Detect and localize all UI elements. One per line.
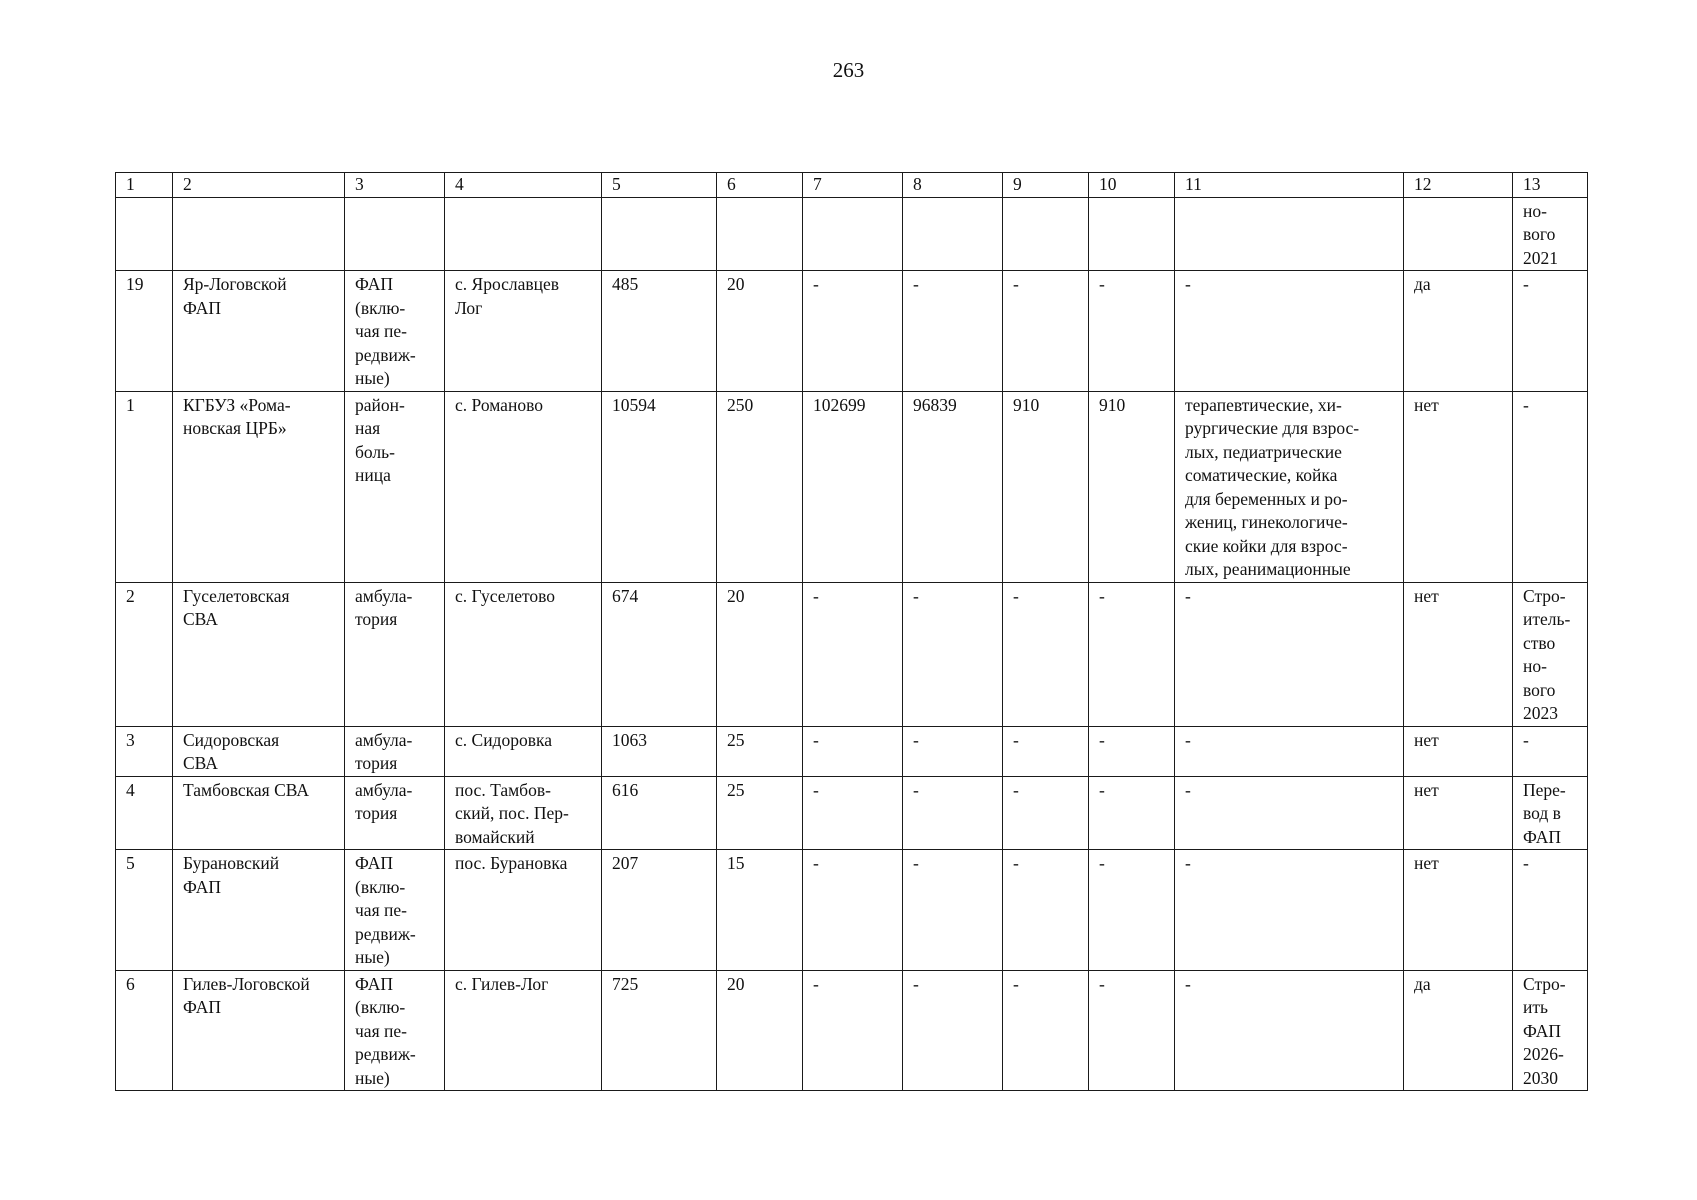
- table-cell: [173, 776, 345, 850]
- table-cell: [1404, 970, 1513, 1091]
- cell-text: -: [913, 973, 919, 994]
- table-cell: [1513, 726, 1588, 776]
- table-cell: [1003, 850, 1089, 971]
- cell-text: -: [813, 973, 819, 994]
- cell-text: амбула- тория: [355, 779, 413, 823]
- cell-text: 20: [727, 585, 745, 606]
- cell-text: с. Романово: [455, 394, 543, 415]
- cell-text: 725: [612, 973, 639, 994]
- cell-text: 20: [727, 274, 745, 294]
- table-cell: [116, 582, 173, 726]
- cell-text: 250: [727, 394, 754, 415]
- cell-text: 616: [612, 779, 639, 800]
- cell-text: амбула- тория: [355, 585, 413, 629]
- table-cell: [345, 197, 445, 271]
- cell-text: -: [913, 729, 919, 750]
- cell-text: -: [1099, 274, 1105, 294]
- cell-text: -: [1013, 973, 1019, 994]
- cell-text: 4: [126, 779, 135, 800]
- table-header-cell: 2: [173, 173, 345, 198]
- table-header-cell: 6: [717, 173, 803, 198]
- cell-text: 96839: [913, 394, 957, 415]
- table-cell: [116, 197, 173, 271]
- table-cell: [1404, 391, 1513, 582]
- cell-text: с. Сидоровка: [455, 729, 552, 750]
- table-cell: [717, 391, 803, 582]
- cell-text: амбула- тория: [355, 729, 413, 773]
- cell-text: ФАП (вклю- чая пе- редвиж- ные): [355, 853, 416, 967]
- table-cell: [903, 271, 1003, 392]
- cell-text: -: [913, 853, 919, 873]
- cell-text: 910: [1013, 394, 1040, 415]
- table-cell: [1513, 776, 1588, 850]
- cell-text: -: [1185, 779, 1191, 800]
- cell-text: 2: [126, 585, 135, 606]
- table-row: [116, 582, 1588, 726]
- cell-text: с. Ярославцев Лог: [455, 274, 560, 318]
- table-cell: [903, 582, 1003, 726]
- cell-text: -: [1013, 729, 1019, 750]
- cell-text: 5: [126, 853, 135, 873]
- table-row: [116, 391, 1588, 582]
- table-cell: [1089, 271, 1175, 392]
- table-header-cell: 4: [445, 173, 602, 198]
- table-header-cell: 1: [116, 173, 173, 198]
- table-cell: [903, 850, 1003, 971]
- cell-text: -: [1523, 274, 1529, 294]
- table-cell: [903, 970, 1003, 1091]
- table-cell: [717, 582, 803, 726]
- cell-text: нет: [1414, 394, 1439, 415]
- cell-text: 25: [727, 779, 745, 800]
- cell-text: Стро- ить ФАП 2026- 2030: [1523, 973, 1566, 1088]
- table-cell: [803, 271, 903, 392]
- cell-text: но- вого 2021: [1523, 200, 1558, 268]
- table-cell: [602, 582, 717, 726]
- table-cell: [602, 391, 717, 582]
- cell-text: ФАП (вклю- чая пе- редвиж- ные): [355, 973, 416, 1088]
- table-cell: [1089, 850, 1175, 971]
- cell-text: -: [813, 779, 819, 800]
- table-cell: [345, 726, 445, 776]
- table-cell: [803, 582, 903, 726]
- table-cell: [173, 850, 345, 971]
- page-number: 263: [832, 58, 865, 82]
- table-cell: [116, 391, 173, 582]
- table-header-row: [116, 173, 1588, 198]
- cell-text: -: [913, 585, 919, 606]
- table-cell: [1175, 582, 1404, 726]
- table-cell: [345, 776, 445, 850]
- table-cell: [445, 271, 602, 392]
- table-cell: [1513, 582, 1588, 726]
- table-cell: [717, 776, 803, 850]
- table-cell: [1003, 776, 1089, 850]
- table-cell: [1003, 726, 1089, 776]
- table-cell: [803, 197, 903, 271]
- table-row: [116, 970, 1588, 1091]
- cell-text: пос. Тамбов- ский, пос. Пер- вомайский: [455, 779, 569, 847]
- cell-text: -: [1185, 853, 1191, 873]
- table-cell: [1089, 970, 1175, 1091]
- table-cell: [717, 970, 803, 1091]
- table-cell: [717, 726, 803, 776]
- table-cell: [116, 776, 173, 850]
- table-cell: [1513, 271, 1588, 392]
- cell-text: Гилев-Логовской ФАП: [183, 973, 310, 1017]
- table-cell: [445, 776, 602, 850]
- cell-text: -: [1013, 585, 1019, 606]
- table-cell: [803, 776, 903, 850]
- table-cell: [116, 271, 173, 392]
- cell-text: -: [1185, 729, 1191, 750]
- table-cell: [116, 726, 173, 776]
- table-cell: [1404, 726, 1513, 776]
- cell-text: терапевтические, хи- рургические для взрос- лых, педиатрические соматические, койка для беременных и ро- жениц, гинекологиче- ские койки для взрос- лых, реанимационные: [1185, 394, 1360, 579]
- cell-text: нет: [1414, 779, 1439, 800]
- cell-text: -: [1013, 779, 1019, 800]
- table-cell: [602, 271, 717, 392]
- cell-text: 25: [727, 729, 745, 750]
- table-cell: [1003, 582, 1089, 726]
- table-cell: [717, 197, 803, 271]
- cell-text: -: [813, 729, 819, 750]
- table-cell: [1175, 197, 1404, 271]
- cell-text: Гуселетовская СВА: [183, 585, 290, 629]
- cell-text: -: [1523, 729, 1529, 750]
- cell-text: 102699: [813, 394, 866, 415]
- table-cell: [1175, 271, 1404, 392]
- table-cell: [173, 726, 345, 776]
- table-cell: [803, 391, 903, 582]
- cell-text: нет: [1414, 853, 1439, 873]
- table-header-cell: 7: [803, 173, 903, 198]
- cell-text: 6: [126, 973, 135, 994]
- table-cell: [445, 726, 602, 776]
- table-cell: [1089, 582, 1175, 726]
- cell-text: Бурановский ФАП: [183, 853, 280, 897]
- table-cell: [445, 970, 602, 1091]
- table-cell: [1175, 970, 1404, 1091]
- table-cell: [717, 850, 803, 971]
- table-header-cell: 5: [602, 173, 717, 198]
- table-cell: [803, 970, 903, 1091]
- cell-text: -: [1099, 973, 1105, 994]
- cell-text: -: [1523, 394, 1529, 415]
- table-cell: [116, 970, 173, 1091]
- table-cell: [345, 271, 445, 392]
- cell-text: -: [1523, 853, 1529, 873]
- cell-text: 15: [727, 853, 745, 873]
- cell-text: -: [1099, 779, 1105, 800]
- table-header-cell: 10: [1089, 173, 1175, 198]
- table-cell: [602, 726, 717, 776]
- table-cell: [173, 582, 345, 726]
- cell-text: 910: [1099, 394, 1126, 415]
- cell-text: с. Гуселетово: [455, 585, 556, 606]
- table-cell: [903, 197, 1003, 271]
- table-cell: [1175, 391, 1404, 582]
- cell-text: Стро- итель- ство но- вого 2023: [1523, 585, 1571, 723]
- table-cell: [602, 197, 717, 271]
- cell-text: -: [1013, 274, 1019, 294]
- table-row: [116, 197, 1588, 271]
- table-cell: [345, 391, 445, 582]
- table-cell: [1404, 271, 1513, 392]
- table-cell: [1513, 850, 1588, 971]
- table-cell: [903, 391, 1003, 582]
- table-cell: [1404, 850, 1513, 971]
- table-cell: [1003, 197, 1089, 271]
- table-header-cell: 9: [1003, 173, 1089, 198]
- table-cell: [1404, 776, 1513, 850]
- table-cell: [1175, 850, 1404, 971]
- table-cell: [116, 850, 173, 971]
- cell-text: -: [1185, 973, 1191, 994]
- cell-text: -: [1099, 729, 1105, 750]
- cell-text: КГБУЗ «Рома- новская ЦРБ»: [183, 394, 291, 438]
- cell-text: 20: [727, 973, 745, 994]
- cell-text: нет: [1414, 729, 1439, 750]
- table-header-cell: 8: [903, 173, 1003, 198]
- cell-text: да: [1414, 274, 1431, 294]
- table-cell: [1513, 391, 1588, 582]
- table-cell: [1175, 776, 1404, 850]
- cell-text: 485: [612, 274, 639, 294]
- table-row: [116, 271, 1588, 392]
- cell-text: -: [813, 585, 819, 606]
- cell-text: -: [913, 779, 919, 800]
- table-cell: [445, 197, 602, 271]
- table-cell: [1003, 271, 1089, 392]
- table-cell: [1404, 582, 1513, 726]
- table-cell: [173, 391, 345, 582]
- table-cell: [1175, 726, 1404, 776]
- table-cell: [602, 776, 717, 850]
- cell-text: да: [1414, 973, 1431, 994]
- cell-text: 674: [612, 585, 639, 606]
- table-cell: [445, 582, 602, 726]
- table-cell: [345, 970, 445, 1091]
- cell-text: -: [1099, 853, 1105, 873]
- cell-text: Сидоровская СВА: [183, 729, 280, 773]
- table-cell: [1404, 197, 1513, 271]
- cell-text: 19: [126, 274, 144, 294]
- table-cell: [803, 850, 903, 971]
- table-row: [116, 726, 1588, 776]
- cell-text: -: [1013, 853, 1019, 873]
- table-cell: [602, 970, 717, 1091]
- table-cell: [1003, 970, 1089, 1091]
- cell-text: район- ная боль- ница: [355, 394, 405, 485]
- cell-text: 3: [126, 729, 135, 750]
- table-cell: [903, 776, 1003, 850]
- cell-text: Тамбовская СВА: [183, 779, 309, 800]
- cell-text: с. Гилев-Лог: [455, 973, 549, 994]
- table-cell: [1089, 197, 1175, 271]
- table-row: [116, 850, 1588, 971]
- cell-text: ФАП (вклю- чая пе- редвиж- ные): [355, 274, 416, 388]
- table-cell: [1003, 391, 1089, 582]
- cell-text: -: [813, 853, 819, 873]
- cell-text: -: [913, 274, 919, 294]
- cell-text: -: [813, 274, 819, 294]
- cell-text: нет: [1414, 585, 1439, 606]
- table-row: [116, 776, 1588, 850]
- table-cell: [717, 271, 803, 392]
- table-cell: [345, 582, 445, 726]
- cell-text: пос. Бурановка: [455, 853, 568, 873]
- cell-text: Пере- вод в ФАП: [1523, 779, 1566, 847]
- table-cell: [903, 726, 1003, 776]
- table-header-cell: 3: [345, 173, 445, 198]
- table-cell: [1513, 197, 1588, 271]
- table-cell: [1513, 970, 1588, 1091]
- cell-text: 1063: [612, 729, 647, 750]
- table-cell: [173, 271, 345, 392]
- data-table: [115, 172, 1588, 1091]
- table-cell: [1089, 391, 1175, 582]
- cell-text: -: [1099, 585, 1105, 606]
- cell-text: 10594: [612, 394, 656, 415]
- table-cell: [1089, 776, 1175, 850]
- table-cell: [803, 726, 903, 776]
- table-cell: [173, 970, 345, 1091]
- table-header-cell: 12: [1404, 173, 1513, 198]
- cell-text: 1: [126, 394, 135, 415]
- table-header-cell: 13: [1513, 173, 1588, 198]
- cell-text: Яр-Логовской ФАП: [183, 274, 287, 318]
- table-cell: [173, 197, 345, 271]
- cell-text: -: [1185, 585, 1191, 606]
- table-cell: [602, 850, 717, 971]
- cell-text: 207: [612, 853, 639, 873]
- table-cell: [445, 850, 602, 971]
- table-cell: [345, 850, 445, 971]
- table-cell: [445, 391, 602, 582]
- cell-text: -: [1185, 274, 1191, 294]
- table-cell: [1089, 726, 1175, 776]
- table-header-cell: 11: [1175, 173, 1404, 198]
